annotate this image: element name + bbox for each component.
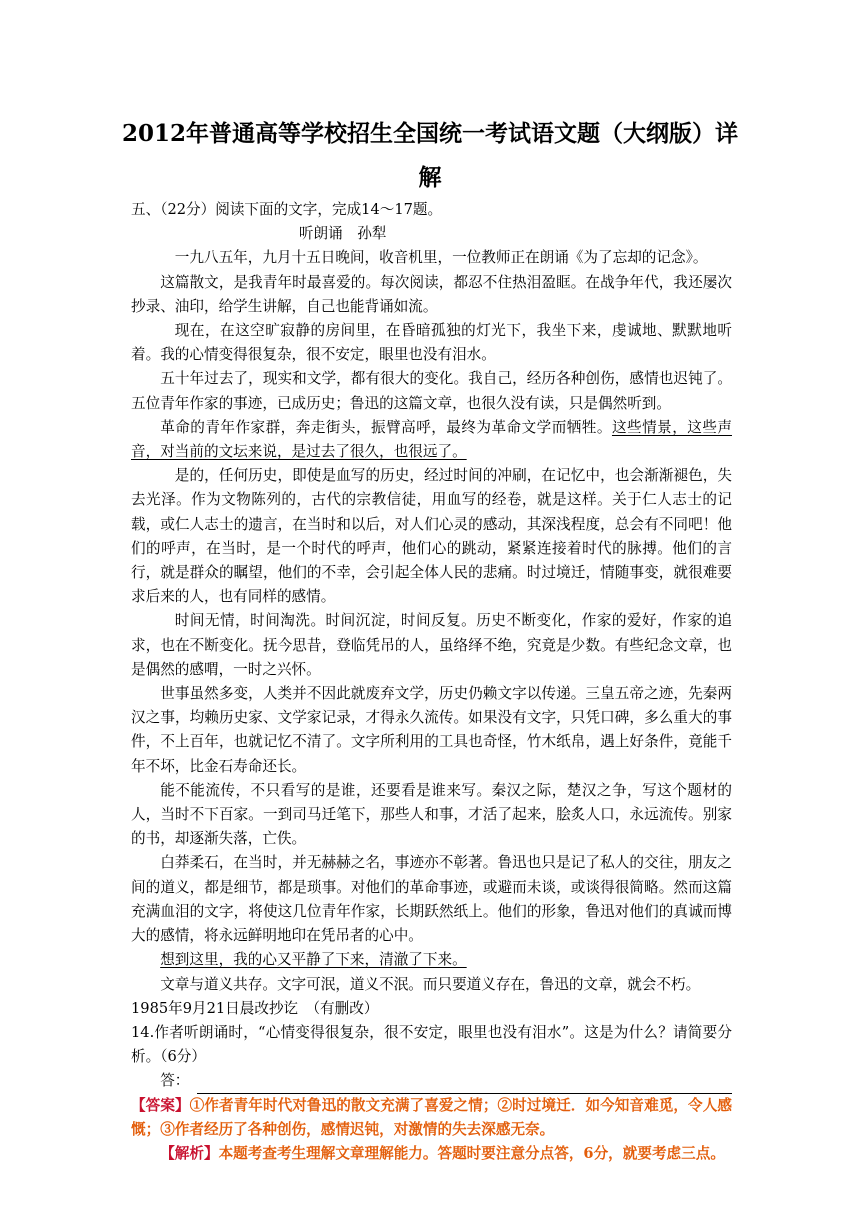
paragraph: 这篇散文，是我青年时最喜爱的。每次阅读，都忍不住热泪盈眶。在战争年代，我还屡次抄录、油印，给学生讲解，自己也能背诵如流。 [131,273,732,315]
answer-blank [197,1073,732,1094]
answer-text: ①作者青年时代对鲁迅的散文充满了喜爱之情；②时过境迁．如今知音难觅，令人感慨；③作者经历了各种创伤，感情迟钝，对激情的失去深感无奈。 [131,1096,732,1138]
paragraph-text: 革命的青年作家群，奔走街头，振臂高呼，最终为革命文学而牺牲。 [160,418,612,436]
answer-block [131,1094,732,1142]
article-heading: 听朗诵 孙犁 [298,225,387,243]
paragraph: 五十年过去了，现实和文学，都有很大的变化。我自己，经历各种创伤，感情也迟钝了。五位青年作家的事迹，已成历史；鲁迅的这篇文章，也很久没有读，只是偶然听到。 [131,370,732,412]
answer-tag: 【答案】 [131,1096,190,1114]
answer-line [131,1069,732,1093]
paragraph: 一九八五年，九月十五日晚间，收音机里，一位教师正在朗诵《为了忘却的记念》。 [174,249,708,267]
paragraph: 是的，任何历史，即使是血写的历史，经过时间的冲刷，在记忆中，也会渐渐褪色，失去光泽。作为文物陈列的，古代的宗教信徒，用血写的经卷，就是这样。关于仁人志士的记载，或仁人志士的遗言，在当时和以后，对人们心灵的感动，其深浅程度，总会有不同吧！他们的呼声，在当时，是一个时代的呼声，他们心的跳动，紧紧连接着时代的脉搏。他们的言行，就是群众的瞩望，他们的不幸，会引起全体人民的悲痛。时过境迁，情随事变，就很难要求后来的人，也有同样的感情。 [131,467,732,606]
question-14: 14.作者听朗诵时，“心情变得很复杂，很不安定，眼里也没有泪水”。这是为什么？请简要分析。（6分） [131,1023,732,1066]
underlined-paragraph [131,948,732,972]
section-intro: 五、（22分）阅读下面的文字，完成14～17题。 [131,201,443,218]
analysis-tag: 【解析】 [160,1144,219,1162]
document-body [131,198,732,1166]
underlined-sentence: 这些情景，这些声音，对当前的文坛来说，是过去了很久，也很远了。 [131,418,732,461]
paragraph: 现在，在这空旷寂静的房间里，在昏暗孤独的灯光下，我坐下来，虔诚地、默默地听着。我的心情变得很复杂，很不安定，眼里也没有泪水。 [131,322,732,364]
date-note: 1985年9月21日晨改抄讫 （有删改） [131,999,379,1017]
answer-label: 答： [160,1072,190,1090]
paragraph-with-underline [131,416,732,464]
analysis-block [131,1142,732,1166]
paragraph: 时间无情，时间淘洗。时间沉淀，时间反复。历史不断变化，作家的爱好，作家的追求，也在不断变化。抚今思昔，登临凭吊的人，虽络绎不绝，究竟是少数。有些纪念文章，也是偶然的感喟，一时之兴怀。 [131,612,732,678]
page-title: 2012年普通高等学校招生全国统一考试语文题（大纲版）详解 [121,120,738,191]
paragraph: 能不能流传，不只看写的是谁，还要看是谁来写。秦汉之际，楚汉之争，写这个题材的人，当时不下百家。一到司马迁笔下，那些人和事，才活了起来，脍炙人口，永远流传。别家的书，却逐渐失落，亡佚。 [131,781,732,848]
paragraph: 世事虽然多变，人类并不因此就废弃文学，历史仍赖文字以传递。三皇五帝之迹，先秦两汉之事，均赖历史家、文学家记录，才得永久流传。如果没有文字，只凭口碑，多么重大的事件，不上百年，也就记忆不清了。文字所利用的工具也奇怪，竹木纸帛，遇上好条件，竟能千年不坏，比金石寿命还长。 [131,685,732,775]
underlined-sentence: 想到这里，我的心又平静了下来，清澈了下来。 [160,951,467,969]
paragraph: 白莽柔石，在当时，并无赫赫之名，事迹亦不彰著。鲁迅也只是记了私人的交往，朋友之间的道义，都是细节，都是琐事。对他们的革命事迹，或避而未谈，或谈得很简略。然而这篇充满血泪的文字，将使这几位青年作家，长期跃然纸上。他们的形象，鲁迅对他们的真诚而博大的感情，将永远鲜明地印在凭吊者的心中。 [131,854,732,945]
closing-paragraph: 文章与道义共存。文字可泯，道义不泯。而只要道义存在，鲁迅的文章，就会不朽。 [160,975,701,993]
analysis-text: 本题考查考生理解文章理解能力。答题时要注意分点答，6分，就要考虑三点。 [218,1144,725,1162]
